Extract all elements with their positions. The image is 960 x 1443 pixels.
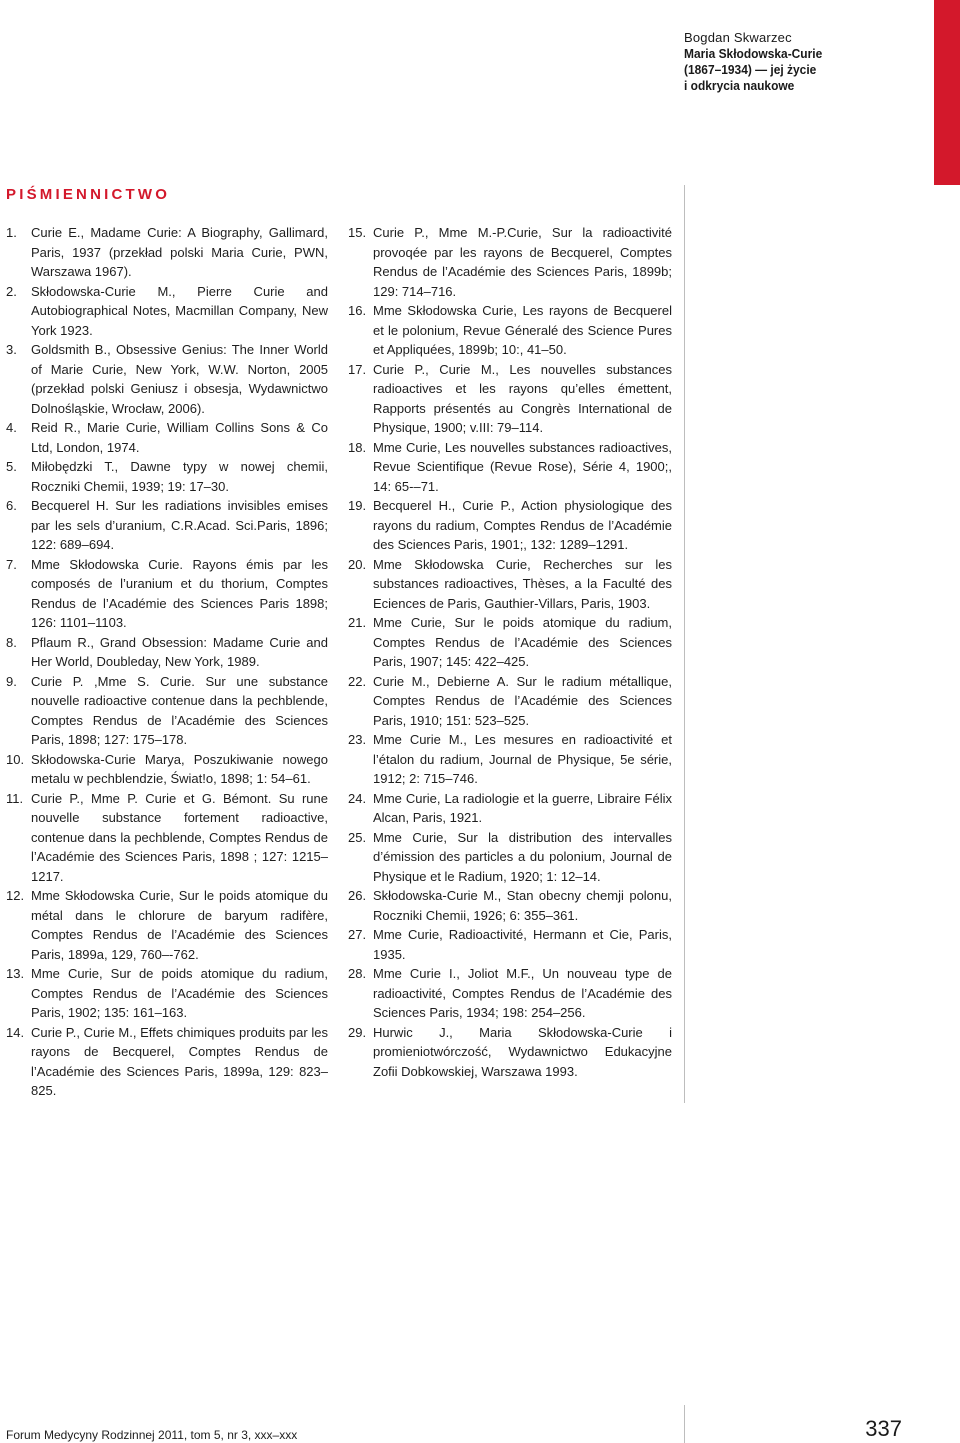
reference-text: Mme Curie, Radioactivité, Hermann et Cie, Paris, 1935.: [373, 927, 672, 962]
reference-text: Curie P., Mme M.-P.Curie, Sur la radioactivité provoqée par les rayons de Becquerel, Comptes Rendus de l’Académie des Sciences Paris, 1899b; 129: 714–716.: [373, 225, 672, 299]
reference-item: [348, 438, 672, 497]
header-title-line: (1867–1934) — jej życie: [684, 62, 817, 77]
reference-number: 7.: [6, 556, 17, 572]
reference-number: 14.: [6, 1024, 25, 1040]
reference-number: 2.: [6, 283, 17, 299]
reference-number: 24.: [348, 790, 367, 806]
reference-text: Mme Curie, Sur la distribution des intervalles d’émission des particles a du polonium, Journal de Physique et le Radium, 1920; 1: 12–14.: [373, 829, 672, 884]
reference-text: Skłodowska-Curie M., Pierre Curie and Autobiographical Notes, Macmillan Company, New York 1923.: [31, 283, 328, 338]
reference-number: 19.: [348, 498, 367, 513]
reference-item: [6, 457, 328, 496]
reference-number: 28.: [348, 966, 367, 981]
reference-number: 1.: [6, 225, 17, 240]
reference-text: Becquerel H., Curie P., Action physiologique des rayons du radium, Comptes Rendus de l’Académie des Sciences Paris, 1901;, 132: 1289–1291.: [373, 498, 672, 552]
reference-number: 22.: [348, 673, 367, 689]
reference-text: Miłobędzki T., Dawne typy w nowej chemii, Roczniki Chemii, 1939; 19: 17–30.: [31, 459, 328, 494]
reference-text: Mme Curie, Sur de poids atomique du radium, Comptes Rendus de l’Académie des Sciences Paris, 1902; 135: 161–163.: [31, 966, 328, 1020]
reference-text: Reid R., Marie Curie, William Collins Sons & Co Ltd, London, 1974.: [31, 420, 328, 455]
reference-number: 20.: [348, 556, 367, 572]
reference-number: 9.: [6, 673, 17, 689]
reference-item: [6, 633, 328, 672]
reference-text: Skłodowska-Curie Marya, Poszukiwanie nowego metalu w pechblendzie, Świat!o, 1898; 1: 54–61.: [31, 751, 328, 786]
footer-journal: Forum Medycyny Rodzinnej 2011, tom 5, nr 3, xxx–xxx: [6, 1428, 298, 1442]
reference-text: Goldsmith B., Obsessive Genius: The Inner World of Marie Curie, New York, W.W. Norton, 2005 (przekład polski Geniusz i obsesja, Wydawnictwo Dolnośląskie, Wrocław, 2006).: [31, 342, 328, 416]
reference-item: [348, 789, 672, 828]
reference-text: Mme Curie I., Joliot M.F., Un nouveau type de radioactivité, Comptes Rendus de l’Académie des Sciences Paris, 1934; 198: 254–256.: [373, 966, 672, 1020]
section-title: PIŚMIENNICTWO: [6, 186, 171, 203]
reference-number: 26.: [348, 888, 367, 903]
reference-number: 17.: [348, 361, 367, 377]
reference-item: [348, 1023, 672, 1082]
reference-text: Mme Curie M., Les mesures en radioactivité et l’étalon du radium, Journal de Physique, 5e série, 1912; 2: 715–746.: [373, 732, 672, 786]
references-right-column: [348, 223, 672, 1081]
reference-text: Mme Curie, Les nouvelles substances radioactives, Revue Scientifique (Revue Rose), Série 4, 1900;, 14: 65-–71.: [373, 439, 672, 494]
reference-item: [348, 301, 672, 360]
reference-text: Mme Skłodowska Curie, Sur le poids atomique du métal dans le chlorure de baryum radifère, Comptes Rendus de l’Académie des Sciences Paris, 1899a, 129, 760–-762.: [31, 888, 328, 962]
page-number: 337: [865, 1416, 902, 1441]
reference-text: Mme Skłodowska Curie. Rayons émis par les composés de l’uranium et du thorium, Comptes Rendus de l’Académie des Sciences Paris 1898; 126: 1101–1103.: [31, 556, 328, 630]
reference-number: 18.: [348, 439, 367, 455]
reference-item: [348, 672, 672, 731]
reference-text: Curie P. ,Mme S. Curie. Sur une substance nouvelle radioactive contenue dans la pechblende, Comptes Rendus de l’Académie des Sciences Paris, 1898; 127: 175–178.: [31, 673, 328, 747]
reference-number: 27.: [348, 927, 367, 942]
reference-item: [348, 496, 672, 555]
reference-item: [6, 750, 328, 789]
reference-item: [348, 828, 672, 887]
reference-text: Mme Skłodowska Curie, Recherches sur les substances radioactives, Thèses, a la Faculté des Eciences de Paris, Gauthier-Villars, Paris, 1903.: [373, 556, 672, 611]
reference-item: [6, 964, 328, 1023]
reference-item: [348, 964, 672, 1023]
reference-item: [6, 282, 328, 341]
reference-text: Pflaum R., Grand Obsession: Madame Curie and Her World, Doubleday, New York, 1989.: [31, 634, 328, 669]
reference-item: [6, 340, 328, 418]
reference-item: [6, 672, 328, 750]
reference-text: Hurwic J., Maria Skłodowska-Curie i promieniotwórczość, Wydawnictwo Edukacyjne Zofii Dobkowskiej, Warszawa 1993.: [373, 1024, 672, 1079]
reference-text: Curie M., Debierne A. Sur le radium métallique, Comptes Rendus de l’Académie des Sciences Paris, 1910; 151: 523–525.: [373, 673, 672, 728]
reference-number: 8.: [6, 634, 17, 650]
reference-item: [6, 223, 328, 282]
references-left-column: [6, 223, 328, 1101]
reference-number: 25.: [348, 829, 367, 845]
reference-text: Curie P., Curie M., Les nouvelles substances radioactives et les rayons qu’elles émettent, Rapports présentés au Congrès International de Physique, 1900; v.III: 79–114.: [373, 361, 672, 435]
reference-text: Mme Curie, La radiologie et la guerre, Libraire Félix Alcan, Paris, 1921.: [373, 790, 672, 825]
reference-text: Mme Curie, Sur le poids atomique du radium, Comptes Rendus de l’Académie des Sciences Paris, 1907; 145: 422–425.: [373, 615, 672, 669]
running-header: [684, 30, 924, 94]
reference-item: [6, 496, 328, 555]
reference-item: [348, 613, 672, 672]
reference-number: 10.: [6, 751, 25, 767]
reference-item: [6, 555, 328, 633]
reference-item: [6, 1023, 328, 1101]
reference-number: 16.: [348, 303, 367, 318]
reference-item: [348, 886, 672, 925]
reference-number: 21.: [348, 615, 367, 630]
reference-text: Becquerel H. Sur les radiations invisibles emises par les sels d’uranium, C.R.Acad. Sci.Paris, 1896; 122: 689–694.: [31, 498, 328, 552]
reference-text: Curie E., Madame Curie: A Biography, Gallimard, Paris, 1937 (przekład polski Maria Curie, PWN, Warszawa 1967).: [31, 225, 328, 279]
reference-item: [6, 418, 328, 457]
accent-bar: [934, 0, 960, 185]
header-title-line: i odkrycia naukowe: [684, 78, 795, 93]
reference-number: 3.: [6, 342, 17, 357]
reference-number: 23.: [348, 732, 367, 747]
footer-divider: [684, 1405, 685, 1443]
reference-item: [348, 730, 672, 789]
header-author: Bogdan Skwarzec: [684, 30, 792, 45]
reference-number: 6.: [6, 498, 17, 513]
reference-number: 11.: [6, 790, 24, 806]
reference-item: [348, 555, 672, 614]
reference-number: 13.: [6, 966, 25, 981]
column-divider: [684, 185, 685, 1103]
reference-item: [348, 223, 672, 301]
reference-text: Mme Skłodowska Curie, Les rayons de Becquerel et le polonium, Revue Géneralé des Science Pures et Appliquées, 1899b; 10:, 41–50.: [373, 303, 672, 357]
reference-item: [6, 886, 328, 964]
reference-number: 4.: [6, 420, 17, 435]
reference-item: [6, 789, 328, 887]
reference-number: 12.: [6, 888, 25, 903]
reference-item: [348, 925, 672, 964]
reference-text: Skłodowska-Curie M., Stan obecny chemji polonu, Roczniki Chemii, 1926; 6: 355–361.: [373, 888, 672, 923]
reference-text: Curie P., Curie M., Effets chimiques produits par les rayons de Becquerel, Comptes Rendus de l’Académie des Sciences Paris, 1899a, 129: 823–825.: [31, 1024, 328, 1098]
header-title-line: Maria Skłodowska-Curie: [684, 46, 823, 61]
reference-number: 29.: [348, 1024, 367, 1040]
reference-item: [348, 360, 672, 438]
reference-number: 15.: [348, 225, 367, 240]
reference-number: 5.: [6, 459, 17, 474]
reference-text: Curie P., Mme P. Curie et G. Bémont. Su rune nouvelle substance fortement radioactive, contenue dans la pechblende, Comptes Rendus de l’Académie des Sciences Paris, 1898 ; 127: 1215–1217.: [31, 790, 328, 884]
